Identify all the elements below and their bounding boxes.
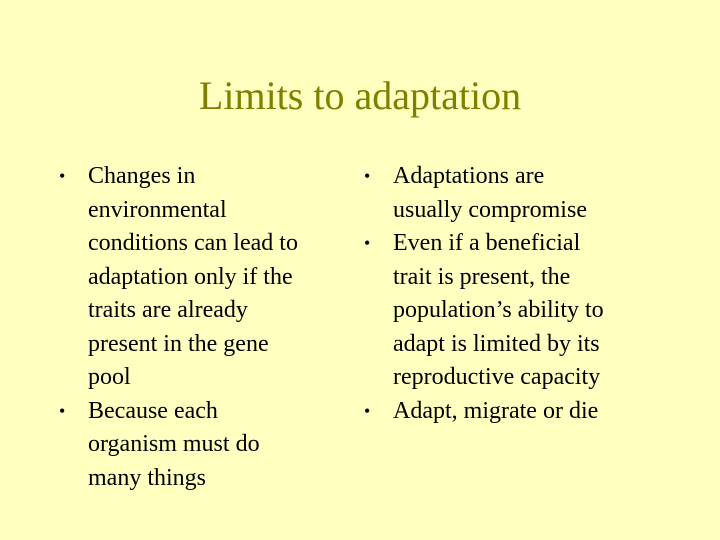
bullet-text-line: trait is present, the — [393, 263, 571, 290]
bullet-icon: • — [364, 233, 371, 253]
bullet-item — [59, 160, 349, 395]
bullet-text-line: usually compromise — [393, 196, 587, 223]
bullet-item — [364, 395, 664, 429]
bullet-item — [364, 160, 664, 227]
bullet-item — [364, 227, 664, 395]
bullet-text-line: Even if a beneficial — [393, 230, 581, 256]
bullet-text-line: reproductive capacity — [393, 364, 601, 390]
bullet-icon: • — [364, 400, 371, 421]
bullet-text-line: Changes in — [88, 163, 196, 189]
bullet-text-line: environmental — [88, 196, 227, 223]
bullet-item — [59, 395, 349, 496]
bullet-icon: • — [59, 400, 66, 421]
bullet-text-line: population’s ability to — [393, 297, 604, 323]
bullet-text-line: adaptation only if the — [88, 263, 293, 290]
bullet-text-line: traits are already — [88, 297, 248, 323]
bullet-text-line: conditions can lead to — [88, 230, 298, 256]
bullet-text-line: present in the gene — [88, 330, 269, 357]
bullet-text-line: Because each — [88, 397, 218, 424]
bullet-text-line: pool — [88, 364, 131, 390]
right-bullet-list — [364, 160, 664, 428]
bullet-text-line: Adapt, migrate or die — [393, 397, 599, 424]
bullet-text-line: many things — [88, 464, 206, 491]
bullet-icon: • — [364, 166, 371, 186]
left-bullet-list — [59, 160, 349, 495]
slide-title: Limits to adaptation — [198, 73, 522, 118]
bullet-text-line: Adaptations are — [393, 163, 545, 189]
bullet-text-line: organism must do — [88, 431, 260, 457]
bullet-icon: • — [59, 166, 66, 186]
bullet-text-line: adapt is limited by its — [393, 330, 600, 357]
